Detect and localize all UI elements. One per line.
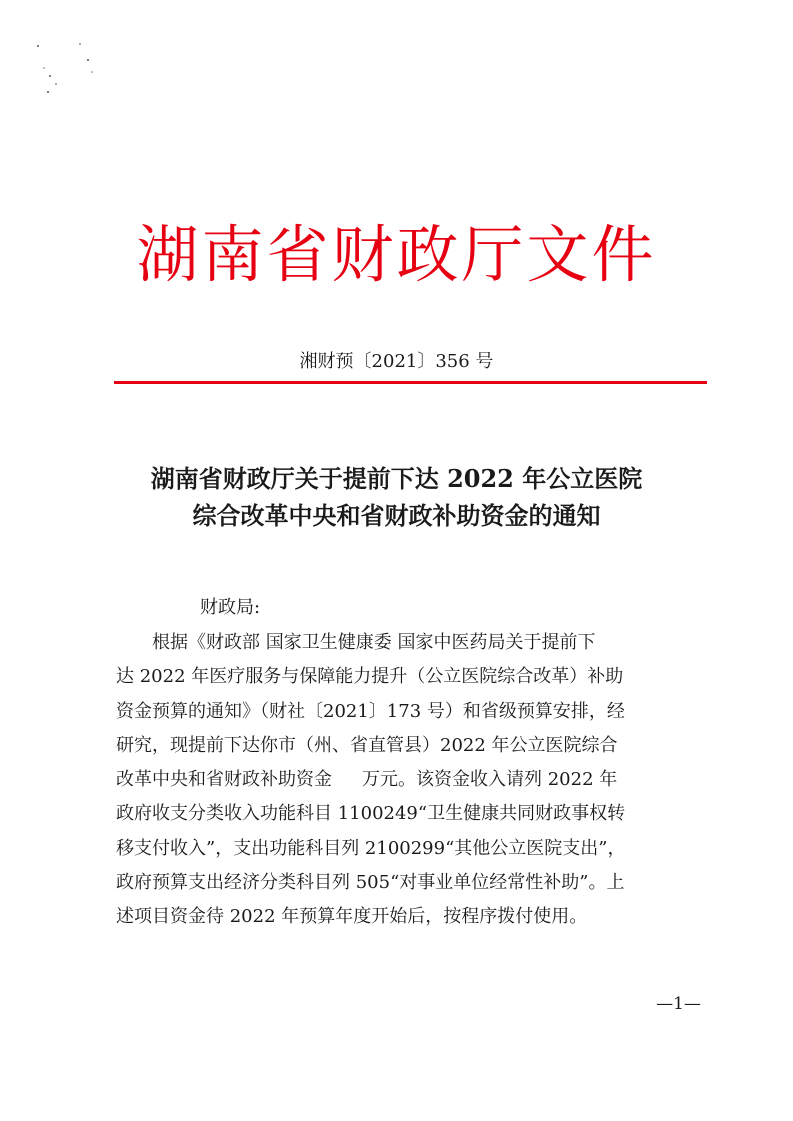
speck [87, 59, 89, 61]
page-number: —1— [656, 994, 701, 1014]
scan-specks [30, 40, 110, 100]
body-line-4: 研究，现提前下达你市（州、省直管县）2022 年公立医院综合 [116, 734, 618, 756]
red-divider-rule [114, 381, 707, 384]
body-line-5 [116, 763, 716, 797]
speck [47, 91, 49, 93]
body-line-7: 移支付收入”，支出功能科目列 2100299“其他公立医院支出”， [116, 837, 626, 859]
body-line-5-end: 万元。该资金收入请列 2022 年 [362, 769, 618, 791]
speck [91, 71, 93, 73]
body-line-8: 政府预算支出经济分类科目列 505“对事业单位经常性补助”。上 [116, 872, 625, 894]
salutation: 财政局: [200, 597, 261, 618]
speck [55, 83, 57, 85]
speck [79, 43, 81, 45]
title-line-1: 湖南省财政厅关于提前下达 2022 年公立医院 [150, 464, 643, 493]
document-number: 湘财预〔2021〕356 号 [299, 351, 494, 372]
body-paragraph [116, 626, 716, 935]
body-line-9: 述项目资金待 2022 年预算年度开始后，按程序拨付使用。 [116, 906, 588, 928]
title-line-2: 综合改革中央和省财政补助资金的通知 [192, 501, 601, 530]
letterhead-title: 湖南省财政厅文件 [136, 218, 657, 291]
body-line-6: 政府收支分类收入功能科目 1100249“卫生健康共同财政事权转 [116, 803, 626, 825]
speck [37, 45, 39, 47]
body-line-3: 资金预算的通知》（财社〔2021〕173 号）和省级预算安排，经 [116, 700, 625, 722]
body-line-1: 根据《财政部 国家卫生健康委 国家中医药局关于提前下 [152, 632, 596, 653]
speck [43, 67, 45, 69]
body-line-5-start: 改革中央和省财政补助资金 [116, 769, 332, 791]
speck [49, 75, 51, 77]
document-title [0, 460, 793, 534]
body-line-2: 达 2022 年医疗服务与保障能力提升（公立医院综合改革）补助 [116, 666, 624, 688]
